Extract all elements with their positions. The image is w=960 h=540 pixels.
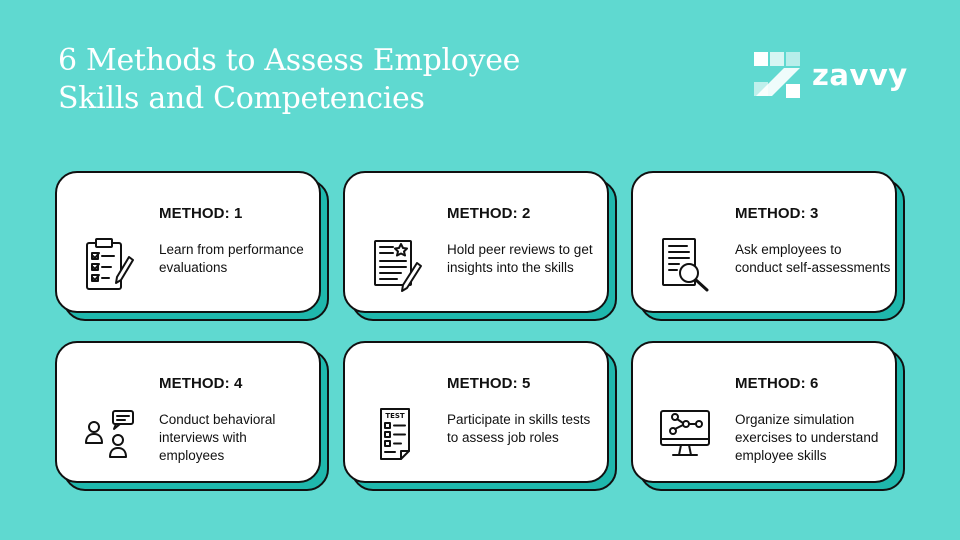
card-body — [343, 171, 609, 313]
document-star-pencil-icon — [371, 237, 423, 293]
method-card-1 — [55, 171, 321, 313]
page-title — [58, 42, 520, 118]
method-card-6 — [631, 341, 897, 483]
method-label: METHOD: 2 — [447, 205, 531, 222]
people-chat-icon — [83, 407, 135, 463]
method-card-2 — [343, 171, 609, 313]
zavvy-logo-mark-icon — [754, 52, 800, 98]
card-body — [631, 171, 897, 313]
title-line-1: 6 Methods to Assess Employee — [58, 43, 521, 78]
test-sheet-icon — [371, 407, 423, 463]
method-label: METHOD: 4 — [159, 375, 243, 392]
zavvy-logo — [754, 52, 908, 98]
method-card-3 — [631, 171, 897, 313]
method-description: Ask employees to conduct self-assessments — [735, 242, 891, 275]
title-line-2: Skills and Competencies — [58, 81, 425, 116]
method-label: METHOD: 6 — [735, 375, 819, 392]
card-body — [55, 171, 321, 313]
document-magnifier-icon — [659, 237, 711, 293]
method-label: METHOD: 1 — [159, 205, 243, 222]
card-body — [343, 341, 609, 483]
method-description: Organize simulation exercises to understand employee skills — [735, 412, 879, 463]
method-description: Participate in skills tests to assess job roles — [447, 412, 591, 445]
method-description: Hold peer reviews to get insights into the skills — [447, 242, 593, 275]
method-card-4 — [55, 341, 321, 483]
monitor-network-icon — [659, 407, 711, 463]
card-body — [55, 341, 321, 483]
method-card-5 — [343, 341, 609, 483]
brand-name: zavvy — [812, 58, 908, 92]
card-body — [631, 341, 897, 483]
method-description: Conduct behavioral interviews with employees — [159, 412, 276, 463]
method-description: Learn from performance evaluations — [159, 242, 304, 275]
clipboard-checklist-icon — [83, 237, 135, 293]
svg-text:TEST: TEST — [385, 412, 405, 420]
method-label: METHOD: 3 — [735, 205, 819, 222]
method-label: METHOD: 5 — [447, 375, 531, 392]
